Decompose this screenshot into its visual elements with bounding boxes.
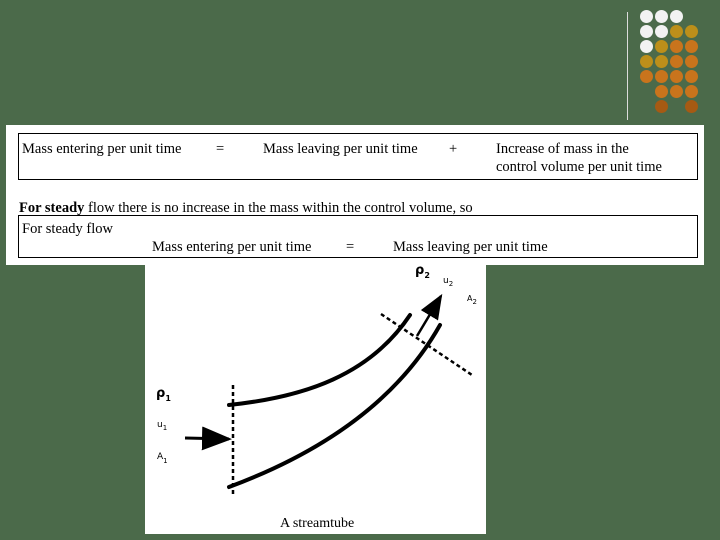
decorative-dot [655, 100, 668, 113]
streamtube-figure [145, 265, 486, 534]
decorative-dot [640, 10, 653, 23]
decorative-dot [670, 55, 683, 68]
decorative-dot [655, 85, 668, 98]
u2-label: $u_2$ [443, 276, 454, 288]
decorative-dot [685, 85, 698, 98]
rho1-label: $\rho_1$ [156, 386, 171, 403]
steady-flow-bold: For steady [19, 200, 85, 216]
plus-sign: + [449, 141, 458, 157]
mass-leaving-text: Mass leaving per unit time [263, 141, 418, 157]
figure-caption: A streamtube [280, 516, 355, 531]
steady-equals-sign: = [346, 239, 355, 255]
rho2-label: $\rho_2$ [415, 265, 430, 280]
streamtube-diagram [145, 265, 486, 534]
decorative-dot [655, 55, 668, 68]
decorative-dot [655, 25, 668, 38]
decorative-dot [670, 85, 683, 98]
decorative-dot [685, 25, 698, 38]
a1-label: $A_1$ [157, 452, 168, 465]
decorative-dot [685, 40, 698, 53]
u1-label: $u_1$ [157, 420, 168, 432]
decorative-dot [655, 10, 668, 23]
decorative-dot [670, 25, 683, 38]
decorative-dot [655, 70, 668, 83]
increase-mass-line1: Increase of mass in the [496, 141, 629, 157]
mass-entering-text: Mass entering per unit time [22, 141, 182, 157]
equals-sign: = [216, 141, 225, 157]
upper-streamline [229, 315, 410, 405]
lower-streamline [229, 325, 440, 487]
steady-flow-box [18, 215, 698, 258]
increase-mass-line2: control volume per unit time [496, 159, 662, 175]
decorative-dot [685, 70, 698, 83]
decorative-dot [640, 70, 653, 83]
decorative-dot [640, 25, 653, 38]
decorative-dot [670, 10, 683, 23]
equation-panel [6, 125, 704, 265]
inlet-velocity-arrow [185, 438, 229, 439]
decorative-dot [685, 55, 698, 68]
decorative-dot [670, 70, 683, 83]
steady-mass-leaving-text: Mass leaving per unit time [393, 239, 548, 255]
mass-balance-box [18, 133, 698, 180]
decorative-dot [685, 100, 698, 113]
steady-flow-rest: flow there is no increase in the mass within the control volume, so [84, 200, 473, 216]
decorative-dot [655, 40, 668, 53]
decorative-dot [640, 55, 653, 68]
decorative-divider-line [627, 12, 628, 120]
a2-label: A2 [467, 294, 477, 306]
steady-flow-heading: For steady flow [22, 221, 114, 237]
decorative-dot [670, 40, 683, 53]
steady-mass-entering-text: Mass entering per unit time [152, 239, 312, 255]
decorative-dot [640, 40, 653, 53]
